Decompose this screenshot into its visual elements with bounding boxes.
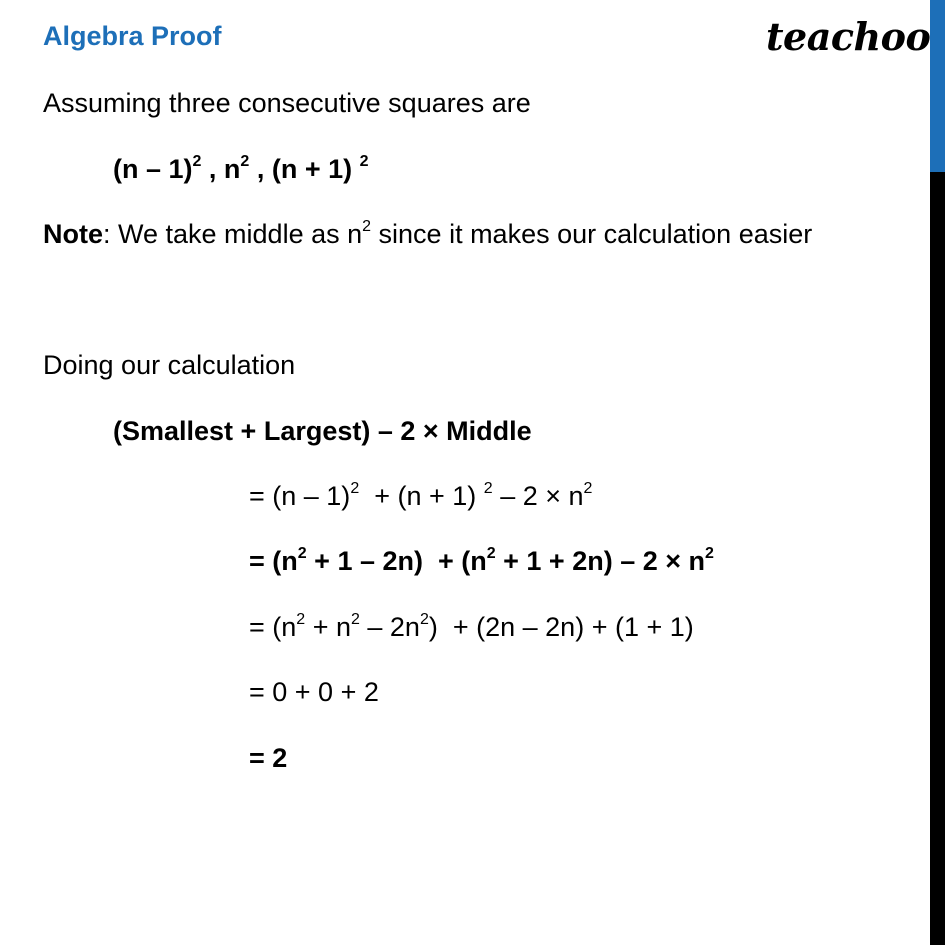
slide-title: Algebra Proof <box>43 21 222 51</box>
step-4-line: = 0 + 0 + 2 <box>249 677 379 707</box>
teachoo-logo: teachoo <box>766 14 931 59</box>
calculation-intro-line: Doing our calculation <box>43 350 296 380</box>
expression-line: (Smallest + Largest) – 2 × Middle <box>113 416 532 446</box>
note-line: Note: We take middle as $n^2$ since it makes our calculation easier <box>43 218 813 249</box>
result-line: = 2 <box>249 743 288 773</box>
note-label: Note <box>43 219 103 249</box>
side-bar-accent <box>930 0 945 172</box>
consecutive-squares-line: (n – 1)$^2$ , $n^2$ , (n + 1) $^2$ <box>113 153 369 184</box>
assumption-line: Assuming three consecutive squares are <box>43 88 531 118</box>
step-1-line: = (n – 1)$^2$ + (n + 1) $^2 - 2 \times n^2$ <box>249 480 593 511</box>
side-bar <box>930 0 945 945</box>
step-3-line: = $(n^2 + n^2 - 2n^2) + (2n - 2n) + (1 + 1)$ <box>249 611 694 642</box>
step-2-line: = $(n^2 + 1 - 2n) + (n^2 + 1 + 2n) - 2 \times n^2$ <box>249 545 714 576</box>
